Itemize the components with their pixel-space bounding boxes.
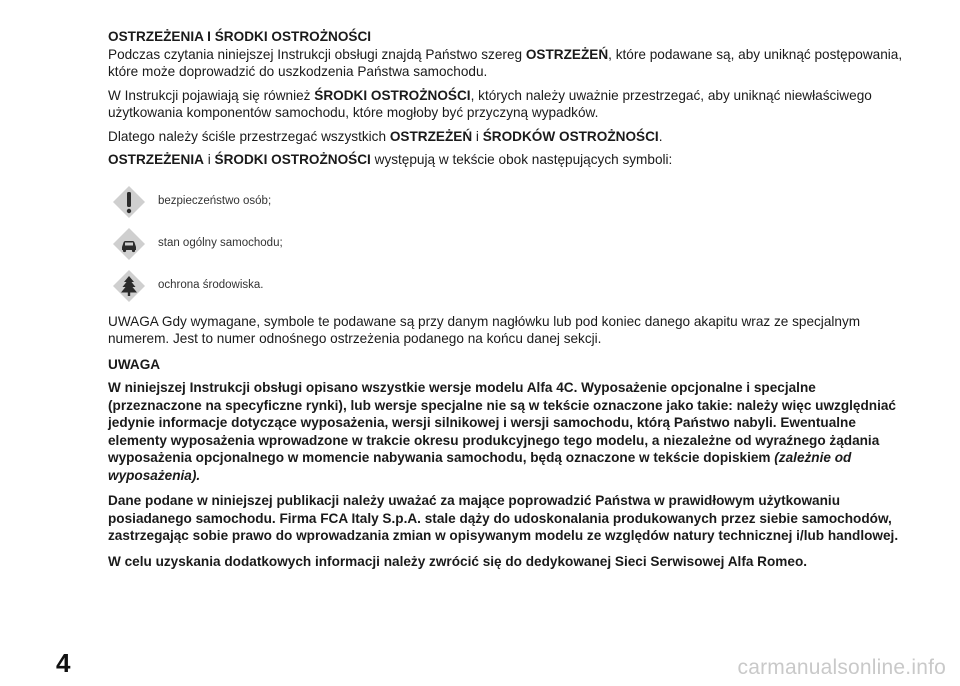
- exclamation-warning-icon: [112, 185, 146, 219]
- text: Podczas czytania niniejszej Instrukcji obsługi znajdą Państwo szereg: [108, 46, 526, 62]
- text: W niniejszej Instrukcji obsługi opisano wszystkie wersje modelu Alfa 4C. Wyposażenie opcjonalne i specjalne (przeznaczone na specyficzne rynki), lub wersje specjalne nie są w tekście oznaczone jako takie: należy więc uwzględniać jedynie informacje dotyczące wyposażenia, wersji silnikowej i wersji samochodu, którą Państwo nabyli. Ewentualne elementy wyposażenia wprowadzone w trakcie okresu produkcyjnego tego modelu, a niezależne od wyraźnego żądania wyposażenia opcjonalnego w momencie nabywania samochodu, będą oznaczone w tekście dopiskiem: [108, 380, 896, 465]
- bold-term: ŚRODKI OSTROŻNOŚCI: [314, 87, 471, 103]
- text: i: [203, 152, 215, 167]
- intro-paragraph-symbols: [108, 151, 908, 169]
- text: .: [658, 128, 663, 144]
- text: , których należy uważnie przestrzegać, aby uniknąć niewłaściwego użytkowania komponentów samochodu, które mogłoby być przyczyną wypadków.: [108, 87, 872, 120]
- text: W Instrukcji pojawiają się również: [108, 87, 315, 103]
- symbol-row-vehicle: [112, 225, 908, 263]
- text: i: [472, 128, 483, 144]
- section-heading: OSTRZEŻENIA I ŚRODKI OSTROŻNOŚCI: [108, 29, 372, 44]
- page-number: 4: [56, 648, 71, 678]
- text: występują w tekście obok następujących symboli:: [370, 152, 673, 167]
- uwaga-heading: UWAGA: [108, 356, 161, 372]
- bold-term: OSTRZEŻENIA: [108, 152, 204, 167]
- versions-notice: [108, 379, 908, 484]
- intro-paragraph-precautions: [108, 87, 908, 122]
- symbol-list: [112, 183, 908, 305]
- bold-term: OSTRZEŻEŃ: [389, 128, 473, 144]
- text: Dlatego należy ściśle przestrzegać wszystkich: [108, 128, 390, 144]
- uwaga-note: UWAGA Gdy wymagane, symbole te podawane są przy danym nagłówku lub pod koniec danego akapitu wraz ze specjalnym numerem. Jest to numer odnośnego ostrzeżenia podanego na końcu danej sekcji.: [108, 313, 861, 346]
- symbol-row-environment: [112, 267, 908, 305]
- intro-paragraph-observe: [108, 128, 908, 146]
- bold-term: ŚRODKI OSTROŻNOŚCI: [214, 152, 371, 167]
- bold-term: OSTRZEŻEŃ: [525, 46, 609, 62]
- tree-warning-icon: [112, 269, 146, 303]
- service-network-notice: W celu uzyskania dodatkowych informacji należy zwrócić się do dedykowanej Sieci Serwisowej Alfa Romeo.: [108, 553, 808, 569]
- page-content: [108, 28, 908, 570]
- car-warning-icon: [112, 227, 146, 261]
- symbol-label: ochrona środowiska.: [158, 278, 264, 291]
- bold-term: ŚRODKÓW OSTROŻNOŚCI: [482, 128, 659, 144]
- symbol-label: bezpieczeństwo osób;: [158, 194, 272, 207]
- text: , które podawane są, aby uniknąć postępowania, które może doprowadzić do uszkodzenia Państwa samochodu.: [108, 46, 903, 79]
- symbol-label: stan ogólny samochodu;: [158, 236, 283, 249]
- intro-paragraph-warnings: [108, 46, 908, 81]
- symbol-row-safety: [112, 183, 908, 221]
- italic-note: (zależnie od wyposażenia).: [108, 450, 852, 483]
- watermark: carmanualsonline.info: [737, 656, 946, 679]
- publication-notice: Dane podane w niniejszej publikacji należy uważać za mające poprowadzić Państwa w prawidłowym użytkowaniu posiadanego samochodu. Firma FCA Italy S.p.A. stale dąży do udoskonalania produkowanych przez siebie samochodów, zastrzegając sobie prawo do wprowadzania zmian w opisywanym modelu ze względów natury technicznej i/lub handlowej.: [108, 493, 899, 543]
